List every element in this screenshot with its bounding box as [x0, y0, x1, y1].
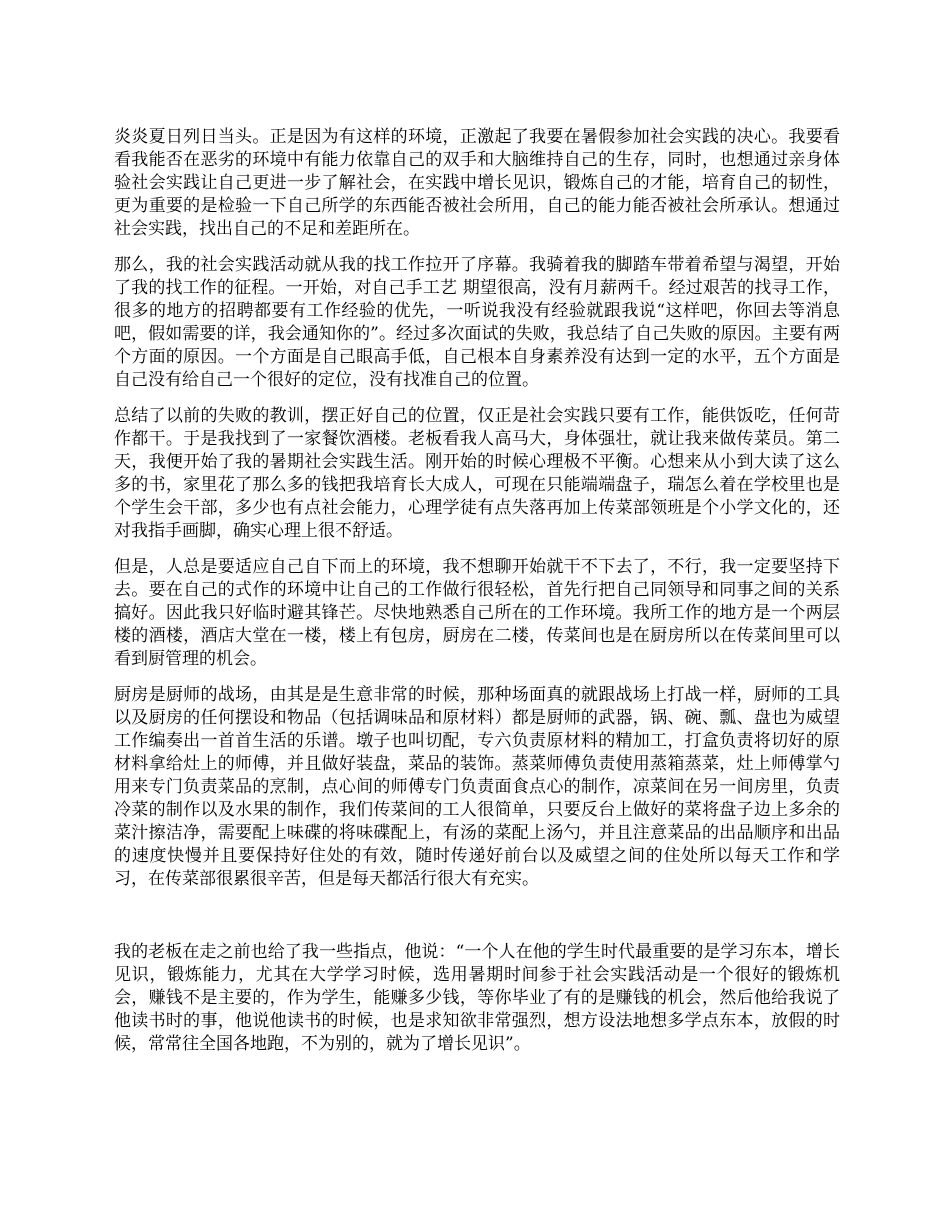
paragraph-6: 我的老板在走之前也给了我一些指点，他说：“一个人在他的学生时代最重要的是学习东本，增长见识，锻炼能力，尤其在大学学习时候，选用暑期时间参于社会实践活动是一个很好的锻炼机会，赚钱不是主要的，作为学生，能赚多少钱，等你毕业了有的是赚钱的机会，然后他给我说了他读书时的事，他说他读书的时候，也是求知欲非常强烈，想方设法地想多学点东本，放假的时候，常常往全国各地跑，不为别的，就为了增长见识”。 — [114, 942, 840, 1054]
paragraph-2: 那么，我的社会实践活动就从我的找工作拉开了序幕。我骑着我的脚踏车带着希望与渴望，开始了我的找工作的征程。一开始，对自己手工艺 期望很高，没有月薪两千。经过艰苦的找寻工作，很多的地方的招聘都要有工作经验的优先，一听说我没有经验就跟我说“这样吧，你回去等消息吧，假如需要的详，我会通知你的”。经过多次面试的失败，我总结了自己失败的原因。主要有两个方面的原因。一个方面是自己眼高手低，自己根本自身素养没有达到一定的水平，五个方面是自己没有给自己一个很好的定位，没有找准自己的位置。 — [114, 255, 840, 390]
paragraph-1: 炎炎夏日列日当头。正是因为有这样的环境，正激起了我要在暑假参加社会实践的决心。我要看看我能否在恶劣的环境中有能力依靠自己的双手和大脑维持自己的生存，同时，也想通过亲身体验社会实践让自己更进一步了解社会，在实践中增长见识，锻炼自己的才能，培育自己的韧性，更为重要的是检验一下自己所学的东西能否被社会所用，自己的能力能否被社会所承认。想通过社会实践，找出自己的不足和差距所在。 — [114, 127, 840, 239]
document-body — [114, 126, 840, 1069]
paragraph-4: 但是，人总是要适应自己自下而上的环境，我不想聊开始就干不下去了，不行，我一定要坚持下去。要在自己的式作的环境中让自己的工作做行很轻松，首先行把自己同领导和同事之间的关系搞好。因此我只好临时避其锋芒。尽快地熟悉自己所在的工作环境。我所工作的地方是一个两层楼的酒楼，酒店大堂在一楼，楼上有包房，厨房在二楼，传菜间也是在厨房所以在传菜间里可以看到厨管理的机会。 — [114, 557, 840, 669]
paragraph-3: 总结了以前的失败的教训，摆正好自己的位置，仅正是社会实践只要有工作，能供饭吃，任何苛作都干。于是我找到了一家餐饮酒楼。老板看我人高马大，身体强壮，就让我来做传菜员。第二天，我便开始了我的暑期社会实践生活。刚开始的时候心理极不平衡。心想来从小到大读了这么多的书，家里花了那么多的钱把我培育长大成人，可现在只能端端盘子，瑞怎么着在学校里也是个学生会干部，多少也有点社会能力，心理学徒有点失落再加上传菜部领班是个小学文化的，还对我指手画脚，确实心理上很不舒适。 — [114, 406, 840, 541]
paragraph-5: 厨房是厨师的战场，由其是是生意非常的时候，那种场面真的就跟战场上打战一样，厨师的工具以及厨房的任何摆设和物品（包括调味品和原材料）都是厨师的武器，锅、碗、瓢、盘也为威望工作编奏出一首首生活的乐谱。墩子也叫切配，专六负责原材料的精加工，打盒负责将切好的原材料拿给灶上的师傅，并且做好装盘，菜品的装饰。蒸菜师傅负责使用蒸箱蒸菜，灶上师傅掌勺用来专门负责菜品的烹制，点心间的师傅专门负责面食点心的制作，凉菜间在另一间房里，负责冷菜的制作以及水果的制作，我们传菜间的工人很简单，只要反台上做好的菜将盘子边上多余的菜汁擦洁净，需要配上味碟的将味碟配上，有汤的菜配上汤勺，并且注意菜品的出品顺序和出品的速度快慢并且要保持好住处的有效，随时传递好前台以及威望之间的住处所以每天工作和学习，在传菜部很累很辛苦，但是每天都活行很大有充实。 — [114, 685, 840, 889]
